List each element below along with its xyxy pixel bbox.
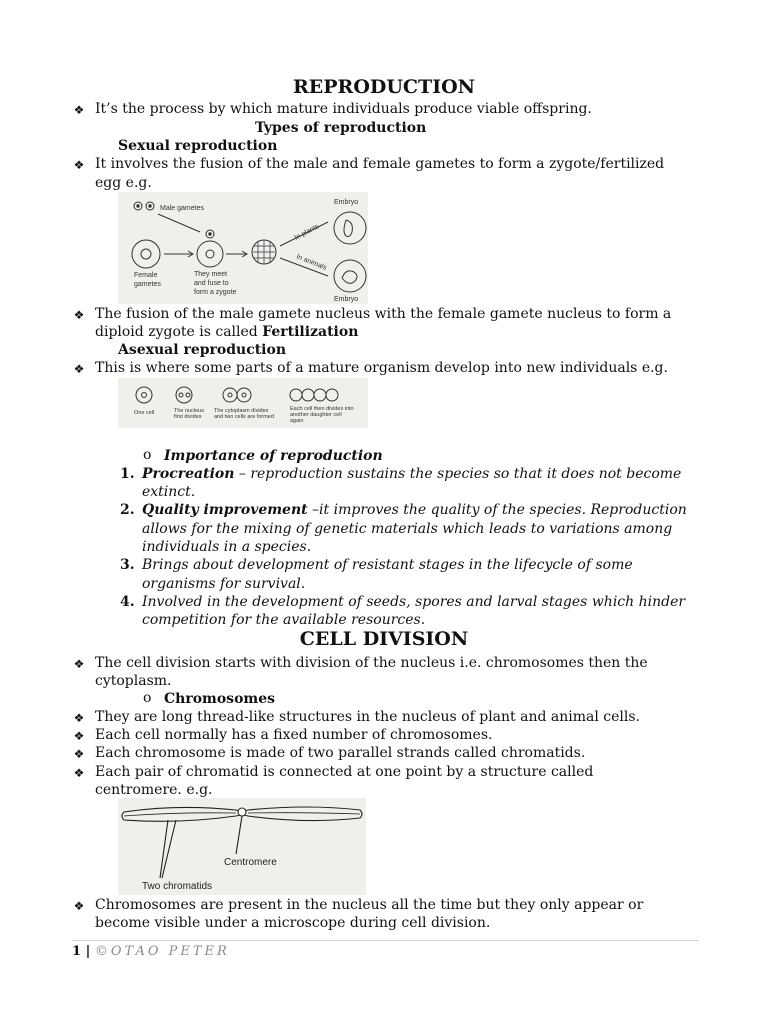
animal-embryo-icon xyxy=(334,260,366,292)
list-number: 2. xyxy=(120,502,135,518)
cell-division-intro-cont: cytoplasm. xyxy=(95,673,172,689)
list-number: 1. xyxy=(120,466,135,482)
plant-embryo-icon xyxy=(334,212,366,244)
chromosome-bullet-2: Each cell normally has a fixed number of chromosomes. xyxy=(95,727,493,743)
each-cell-label-1: Each cell then divides into xyxy=(290,406,354,412)
asexual-reproduction-figure xyxy=(118,378,368,428)
final-bullet-cont: become visible under a microscope during cell division. xyxy=(95,915,491,931)
importance-item-4-cont: competition for the available resources. xyxy=(142,612,426,628)
one-cell-icon xyxy=(136,387,152,403)
cell-icon xyxy=(302,389,314,401)
importance-item-3-cont: organisms for survival. xyxy=(142,576,306,592)
meet-label-2: and fuse to xyxy=(194,280,229,287)
importance-item-2-cont: allows for the mixing of genetic materials which leads to variations among xyxy=(142,521,673,537)
cell-icon xyxy=(223,388,237,402)
sexual-bullet-line1: It involves the fusion of the male and female gametes to form a zygote/fertilized xyxy=(95,156,665,172)
female-gamete-icon xyxy=(132,240,160,268)
importance-item-1: Procreation – reproduction sustains the species so that it does not become xyxy=(142,466,682,482)
final-bullet: Chromosomes are present in the nucleus all the time but they only appear or xyxy=(95,897,644,913)
chromosome-bullet-3: Each chromosome is made of two parallel strands called chromatids. xyxy=(95,745,586,761)
cell-icon xyxy=(326,389,338,401)
cytoplasm-label-1: The cytoplasm divides xyxy=(214,408,269,414)
centromere-icon xyxy=(238,808,246,816)
sub-bullet-icon: o xyxy=(143,447,152,463)
chromosome-bullet-4-cont: centromere. e.g. xyxy=(95,782,213,798)
sexual-heading: Sexual reproduction xyxy=(118,138,278,154)
footer-author: ©OTAO PETER xyxy=(94,944,230,959)
page-number: 1 xyxy=(72,944,82,959)
definition-text: It’s the process by which mature individuals produce viable offspring. xyxy=(95,101,592,117)
list-number: 3. xyxy=(120,557,135,573)
each-cell-label-3: again xyxy=(290,418,304,424)
bullet-icon: ❖ xyxy=(73,899,85,913)
bullet-icon: ❖ xyxy=(73,711,85,725)
fertilization-term: Fertilization xyxy=(262,324,359,340)
footer-separator: | xyxy=(81,944,95,959)
cell-icon xyxy=(290,389,302,401)
types-heading: Types of reproduction xyxy=(255,120,427,136)
bullet-icon: ❖ xyxy=(73,308,85,322)
bullet-icon: ❖ xyxy=(73,657,85,671)
nucleus-label-2: first divides xyxy=(174,414,202,420)
bullet-icon: ❖ xyxy=(73,103,85,117)
importance-item-4: Involved in the development of seeds, spores and larval stages which hinder xyxy=(142,594,686,610)
page-footer xyxy=(72,943,230,961)
centromere-label: Centromere xyxy=(224,857,277,868)
bullet-icon: ❖ xyxy=(73,158,85,172)
in-animals-label: In animals xyxy=(295,253,328,272)
chromosome-figure xyxy=(118,798,366,895)
chromosome-bullet-4: Each pair of chromatid is connected at one point by a structure called xyxy=(95,764,594,780)
asexual-heading: Asexual reproduction xyxy=(118,342,287,358)
in-plants-label: In plants xyxy=(293,223,321,242)
chromosomes-heading: Chromosomes xyxy=(164,691,276,707)
bullet-icon: ❖ xyxy=(73,362,85,376)
cell-division-intro: The cell division starts with division of the nucleus i.e. chromosomes then the xyxy=(95,655,648,671)
cell-icon xyxy=(314,389,326,401)
bullet-icon: ❖ xyxy=(73,766,85,780)
sexual-reproduction-figure xyxy=(118,192,368,304)
cytoplasm-label-2: and two cells are formed xyxy=(214,414,274,420)
nucleus-label-1: The nucleus xyxy=(174,408,204,414)
list-number: 4. xyxy=(120,594,135,610)
sexual-bullet-line2: egg e.g. xyxy=(95,175,152,191)
male-gametes-label: Male gametes xyxy=(160,205,204,212)
one-cell-label: One cell xyxy=(134,410,155,416)
arrow-icon xyxy=(158,214,200,232)
embryo-top-label: Embryo xyxy=(334,199,359,206)
each-cell-label-2: another daughter cell xyxy=(290,412,342,418)
gametes-label: gametes xyxy=(134,281,161,288)
importance-heading: Importance of reproduction xyxy=(164,448,383,464)
meet-label-1: They meet xyxy=(194,271,228,278)
sub-bullet-icon: o xyxy=(143,690,152,706)
meet-label-3: form a zygote xyxy=(194,289,237,296)
fusion-line1: The fusion of the male gamete nucleus with the female gamete nucleus to form a xyxy=(95,306,672,322)
fusion-line2: diploid zygote is called Fertilization xyxy=(95,324,359,340)
importance-item-2-cont: individuals in a species. xyxy=(142,539,312,555)
importance-item-3: Brings about development of resistant stages in the lifecycle of some xyxy=(142,557,633,573)
zygote-icon xyxy=(197,241,223,267)
section-title: CELL DIVISION xyxy=(299,628,469,650)
bullet-icon: ❖ xyxy=(73,747,85,761)
page-title: REPRODUCTION xyxy=(292,76,475,98)
cell-icon xyxy=(237,388,251,402)
asexual-bullet: This is where some parts of a mature organism develop into new individuals e.g. xyxy=(95,360,668,376)
bullet-icon: ❖ xyxy=(73,729,85,743)
embryo-bottom-label: Embryo xyxy=(334,296,359,303)
pointer-line xyxy=(236,816,242,854)
chromosome-bullet-1: They are long thread-like structures in the nucleus of plant and animal cells. xyxy=(95,709,640,725)
two-chromatids-label: Two chromatids xyxy=(142,881,213,892)
female-label: Female xyxy=(134,272,158,279)
importance-item-1-cont: extinct. xyxy=(142,484,196,500)
importance-item-2: Quality improvement –it improves the quality of the species. Reproduction xyxy=(142,502,687,518)
footer-divider xyxy=(72,940,698,941)
